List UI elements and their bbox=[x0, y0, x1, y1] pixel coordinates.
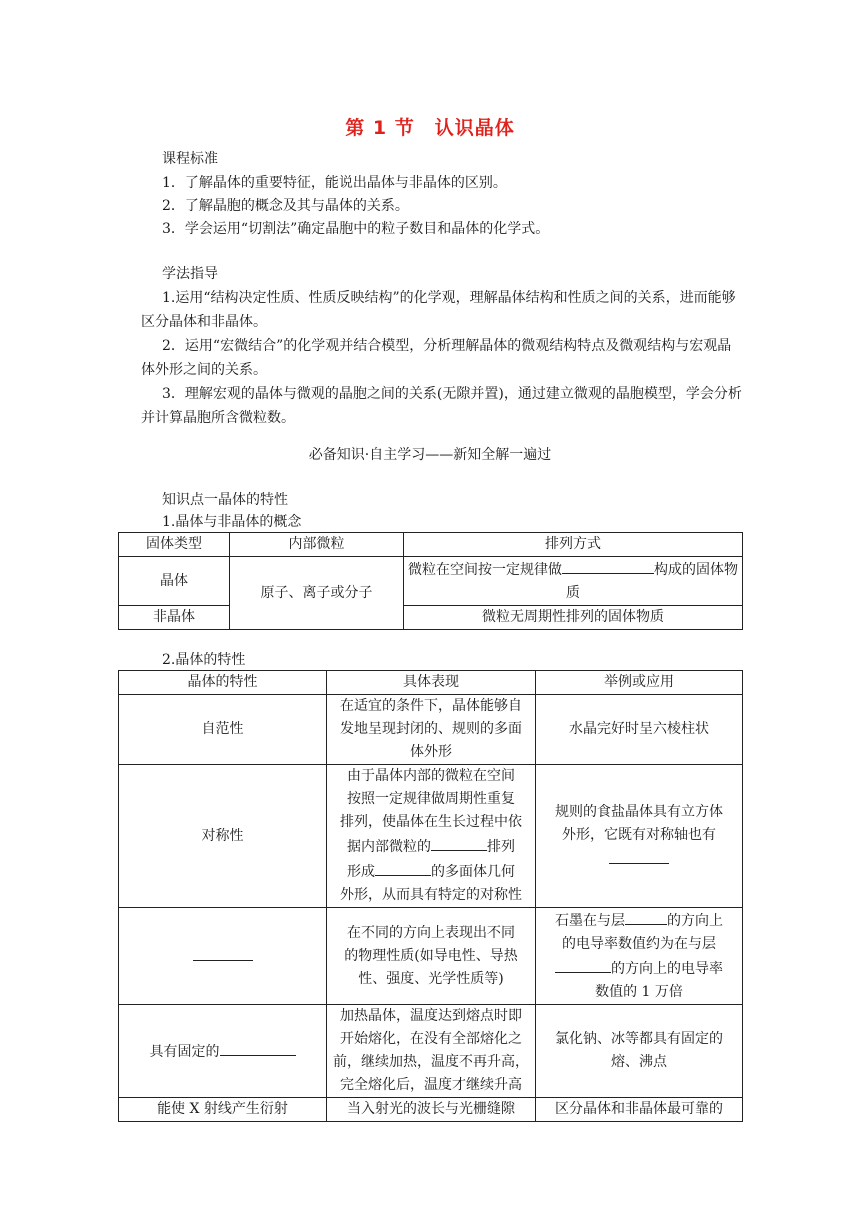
guide-paragraph-text: 2．运用“宏微结合”的化学观并结合模型，分析理解晶体的微观结构特点及微观结构与宏观晶体外形之间的关系。 bbox=[141, 338, 732, 378]
cell-line: 的电导率数值约为在与层 bbox=[562, 936, 716, 952]
table-header-row bbox=[119, 671, 743, 695]
table-cell: 能使 X 射线产生衍射 bbox=[119, 1098, 327, 1122]
guide-paragraph bbox=[141, 334, 745, 382]
cell-text: 构成的固体物质 bbox=[566, 562, 738, 601]
table-cell bbox=[119, 908, 327, 1005]
fill-in-blank[interactable] bbox=[555, 956, 611, 973]
section-banner: 必备知识·自主学习——新知全解一遍过 bbox=[308, 447, 552, 463]
table-header-cell: 内部微粒 bbox=[230, 533, 404, 557]
cell-line: 外形，它既有对称轴也有 bbox=[562, 826, 716, 843]
fill-in-blank[interactable] bbox=[625, 908, 667, 925]
cell-text: 具有固定的 bbox=[149, 1043, 220, 1060]
cell-line bbox=[331, 859, 531, 884]
table-cell bbox=[536, 765, 743, 908]
knowledge-point-heading: 知识点一晶体的特性 bbox=[162, 492, 288, 508]
cell-line: 氯化钠、冰等都具有固定的 bbox=[555, 1031, 723, 1047]
table-row bbox=[119, 606, 743, 630]
crystal-properties-table bbox=[118, 670, 743, 1122]
cell-line: 排列，使晶体在生长过程中依 bbox=[340, 814, 522, 830]
table-cell bbox=[404, 557, 743, 606]
guide-heading: 学法指导 bbox=[162, 266, 218, 282]
fill-in-blank[interactable] bbox=[375, 859, 431, 876]
table-row bbox=[119, 557, 743, 606]
guide-paragraph bbox=[141, 286, 745, 334]
table-cell: 非晶体 bbox=[119, 606, 230, 630]
cell-text: 的多面体几何 bbox=[431, 864, 515, 880]
fill-in-blank[interactable] bbox=[609, 847, 669, 864]
fill-in-blank[interactable] bbox=[562, 557, 654, 574]
cell-line: 性、强度、光学性质等) bbox=[358, 970, 504, 987]
cell-line bbox=[540, 847, 738, 872]
table-cell bbox=[327, 695, 536, 765]
cell-text: 据内部微粒的 bbox=[347, 839, 431, 855]
standards-heading: 课程标准 bbox=[162, 151, 218, 167]
fill-in-blank[interactable] bbox=[193, 944, 253, 961]
fill-in-blank[interactable] bbox=[431, 834, 487, 851]
table-header-cell: 举例或应用 bbox=[536, 671, 743, 695]
table-row bbox=[119, 1005, 743, 1098]
table-cell bbox=[536, 908, 743, 1005]
table-row bbox=[119, 695, 743, 765]
cell-line: 熔、沸点 bbox=[611, 1054, 667, 1070]
table-cell bbox=[327, 908, 536, 1005]
table-cell: 水晶完好时呈六棱柱状 bbox=[536, 695, 743, 765]
cell-line: 完全熔化后，温度才继续升高 bbox=[340, 1077, 522, 1093]
cell-line: 开始熔化，在没有全部熔化之 bbox=[340, 1031, 522, 1047]
guide-paragraph-text: 1.运用“结构决定性质、性质反映结构”的化学观，理解晶体结构和性质之间的关系，进而能够区分晶体和非晶体。 bbox=[141, 290, 736, 330]
fill-in-blank[interactable] bbox=[220, 1039, 296, 1056]
cell-line: 的物理性质(如导电性、导热 bbox=[344, 947, 518, 964]
standard-item: 3．学会运用“切割法”确定晶胞中的粒子数目和晶体的化学式。 bbox=[162, 221, 550, 237]
page-title: 第 1 节 认识晶体 bbox=[345, 117, 515, 139]
cell-line: 由于晶体内部的微粒在空间 bbox=[347, 768, 515, 784]
table-cell bbox=[536, 1005, 743, 1098]
cell-text: 微粒在空间按一定规律做 bbox=[408, 562, 562, 578]
crystal-concept-table bbox=[118, 532, 743, 630]
cell-line: 加热晶体，温度达到熔点时即 bbox=[340, 1008, 522, 1024]
table-header-cell: 具体表现 bbox=[327, 671, 536, 695]
cell-text: 形成 bbox=[347, 864, 375, 880]
cell-line: 在不同的方向上表现出不同 bbox=[347, 924, 515, 941]
cell-line bbox=[331, 834, 531, 859]
table-cell: 晶体 bbox=[119, 557, 230, 606]
cell-line: 前，继续加热，温度不再升高， bbox=[333, 1054, 529, 1070]
table1-caption: 1.晶体与非晶体的概念 bbox=[162, 514, 302, 530]
table-cell: 区分晶体和非晶体最可靠的 bbox=[536, 1098, 743, 1122]
cell-line: 按照一定规律做周期性重复 bbox=[347, 791, 515, 807]
standard-item: 2．了解晶胞的概念及其与晶体的关系。 bbox=[162, 198, 409, 214]
guide-paragraph-text: 3．理解宏观的晶体与微观的晶胞之间的关系(无隙并置)，通过建立微观的晶胞模型，学会分析并计算晶胞所含微粒数。 bbox=[141, 386, 742, 426]
table-cell: 自范性 bbox=[119, 695, 327, 765]
cell-line bbox=[540, 908, 738, 933]
table-cell bbox=[327, 1005, 536, 1098]
table-header-cell: 固体类型 bbox=[119, 533, 230, 557]
table-cell bbox=[119, 1005, 327, 1098]
cell-line bbox=[540, 956, 738, 981]
table-cell: 原子、离子或分子 bbox=[230, 557, 404, 630]
cell-text: 的方向上 bbox=[667, 913, 723, 929]
table-cell: 对称性 bbox=[119, 765, 327, 908]
cell-line: 外形，从而具有特定的对称性 bbox=[340, 887, 522, 903]
guide-paragraph bbox=[141, 382, 745, 430]
table2-caption: 2.晶体的特性 bbox=[162, 652, 246, 668]
cell-line: 体外形 bbox=[410, 744, 452, 760]
table-cell: 微粒无周期性排列的固体物质 bbox=[404, 606, 743, 630]
cell-line: 数值的 1 万倍 bbox=[595, 984, 683, 1000]
table-header-cell: 晶体的特性 bbox=[119, 671, 327, 695]
cell-text: 的方向上的电导率 bbox=[611, 961, 723, 977]
table-header-row bbox=[119, 533, 743, 557]
table-cell bbox=[327, 765, 536, 908]
cell-line: 在适宜的条件下，晶体能够自 bbox=[340, 698, 522, 714]
cell-line: 规则的食盐晶体具有立方体 bbox=[555, 803, 723, 820]
table-header-cell: 排列方式 bbox=[404, 533, 743, 557]
standard-item: 1．了解晶体的重要特征，能说出晶体与非晶体的区别。 bbox=[162, 175, 507, 191]
table-cell: 当入射光的波长与光栅缝隙 bbox=[327, 1098, 536, 1122]
table-row bbox=[119, 908, 743, 1005]
cell-text: 石墨在与层 bbox=[555, 913, 625, 929]
cell-line: 发地呈现封闭的、规则的多面 bbox=[340, 721, 522, 737]
table-row bbox=[119, 765, 743, 908]
table-row bbox=[119, 1098, 743, 1122]
cell-text: 排列 bbox=[487, 839, 515, 855]
